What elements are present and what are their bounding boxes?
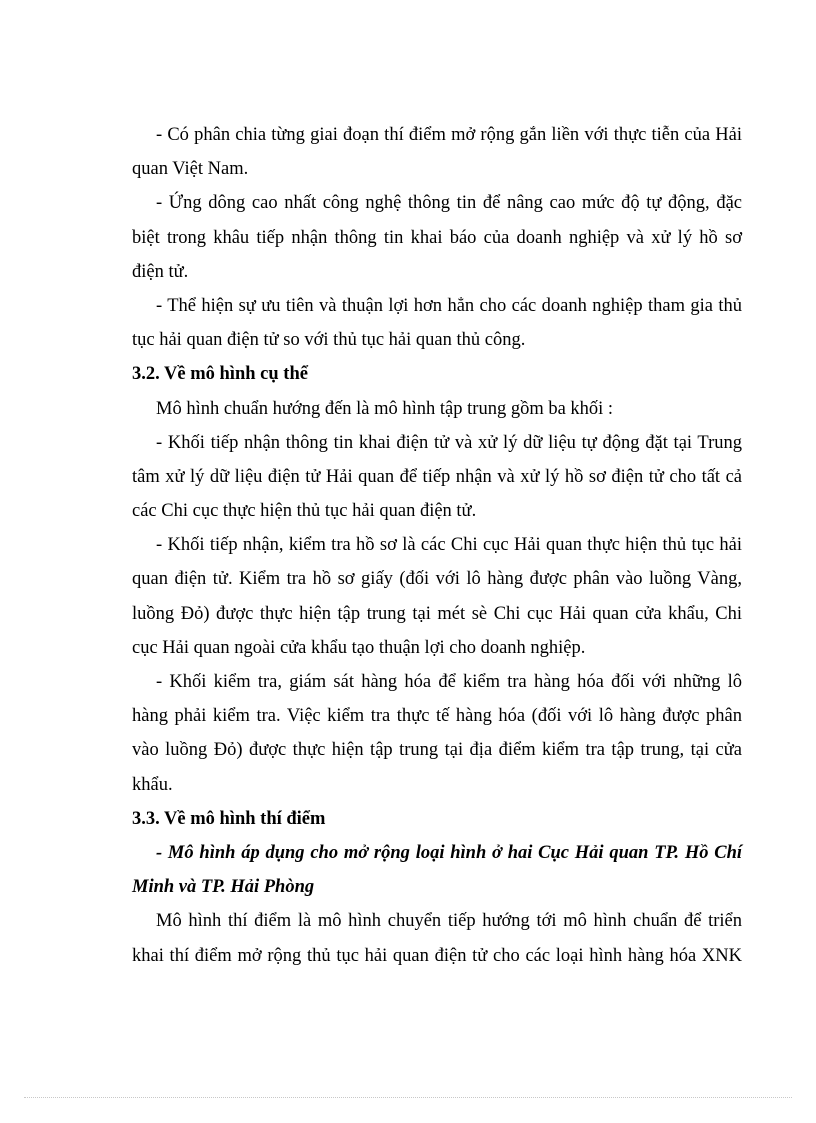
italic-subheading-line: - Mô hình áp dụng cho mở rộng loại hình ở hai Cục Hải quan TP. Hồ Chí — [156, 842, 742, 863]
paragraph-line: các Chi cục thực hiện thủ tục hải quan điện tử. — [132, 501, 477, 522]
paragraph-line: hàng phải kiểm tra. Việc kiểm tra thực tế hàng hóa (đối với lô hàng được phân — [132, 706, 742, 727]
section-heading-3-2: 3.2. Về mô hình cụ thể — [132, 364, 308, 385]
paragraph-line: quan Việt Nam. — [132, 159, 249, 180]
paragraph-line: - Ứng dông cao nhất công nghệ thông tin để nâng cao mức độ tự động, đặc — [156, 193, 742, 214]
paragraph-line: - Khối tiếp nhận thông tin khai điện tử và xử lý dữ liệu tự động đặt tại Trung — [156, 432, 742, 453]
paragraph-line: - Khối kiểm tra, giám sát hàng hóa để kiểm tra hàng hóa đối với những lô — [156, 672, 742, 692]
paragraph-line: - Thể hiện sự ưu tiên và thuận lợi hơn hẳn cho các doanh nghiệp tham gia thủ — [156, 295, 742, 316]
paragraph-line: - Khối tiếp nhận, kiểm tra hồ sơ là các Chi cục Hải quan thực hiện thủ tục hải — [156, 535, 742, 556]
paragraph-line: quan điện tử. Kiểm tra hồ sơ giấy (đối với lô hàng được phân vào luồng Vàng, — [132, 569, 742, 590]
paragraph-line: biệt trong khâu tiếp nhận thông tin khai báo của doanh nghiệp và xử lý hồ sơ — [132, 227, 742, 248]
page-bottom-divider — [24, 1097, 792, 1098]
paragraph-line: cục Hải quan ngoài cửa khẩu tạo thuận lợi cho doanh nghiệp. — [132, 637, 586, 658]
italic-subheading-line: Minh và TP. Hải Phòng — [132, 877, 315, 898]
paragraph-line: - Có phân chia từng giai đoạn thí điểm mở rộng gắn liền với thực tiễn của Hải — [156, 125, 742, 145]
paragraph-line: điện tử. — [132, 261, 189, 282]
paragraph-line: tục hải quan điện tử so với thủ tục hải quan thủ công. — [132, 330, 526, 351]
paragraph-line: khẩu. — [132, 774, 173, 795]
paragraph-line: khai thí điểm mở rộng thủ tục hải quan điện tử cho các loại hình hàng hóa XNK — [132, 945, 742, 966]
section-heading-3-3: 3.3. Về mô hình thí điểm — [132, 808, 326, 829]
document-page — [132, 118, 742, 973]
paragraph-line: luồng Đỏ) được thực hiện tập trung tại mét sè Chi cục Hải quan cửa khẩu, Chi — [132, 603, 742, 624]
paragraph-line: Mô hình thí điểm là mô hình chuyển tiếp hướng tới mô hình chuẩn để triển — [156, 911, 742, 932]
paragraph-line: Mô hình chuẩn hướng đến là mô hình tập trung gồm ba khối : — [156, 398, 614, 419]
paragraph-line: tâm xử lý dữ liệu điện tử Hải quan để tiếp nhận và xử lý hồ sơ điện tử cho tất cả — [132, 466, 742, 487]
paragraph-line: vào luồng Đỏ) được thực hiện tập trung tại địa điểm kiểm tra tập trung, tại cửa — [132, 740, 742, 761]
